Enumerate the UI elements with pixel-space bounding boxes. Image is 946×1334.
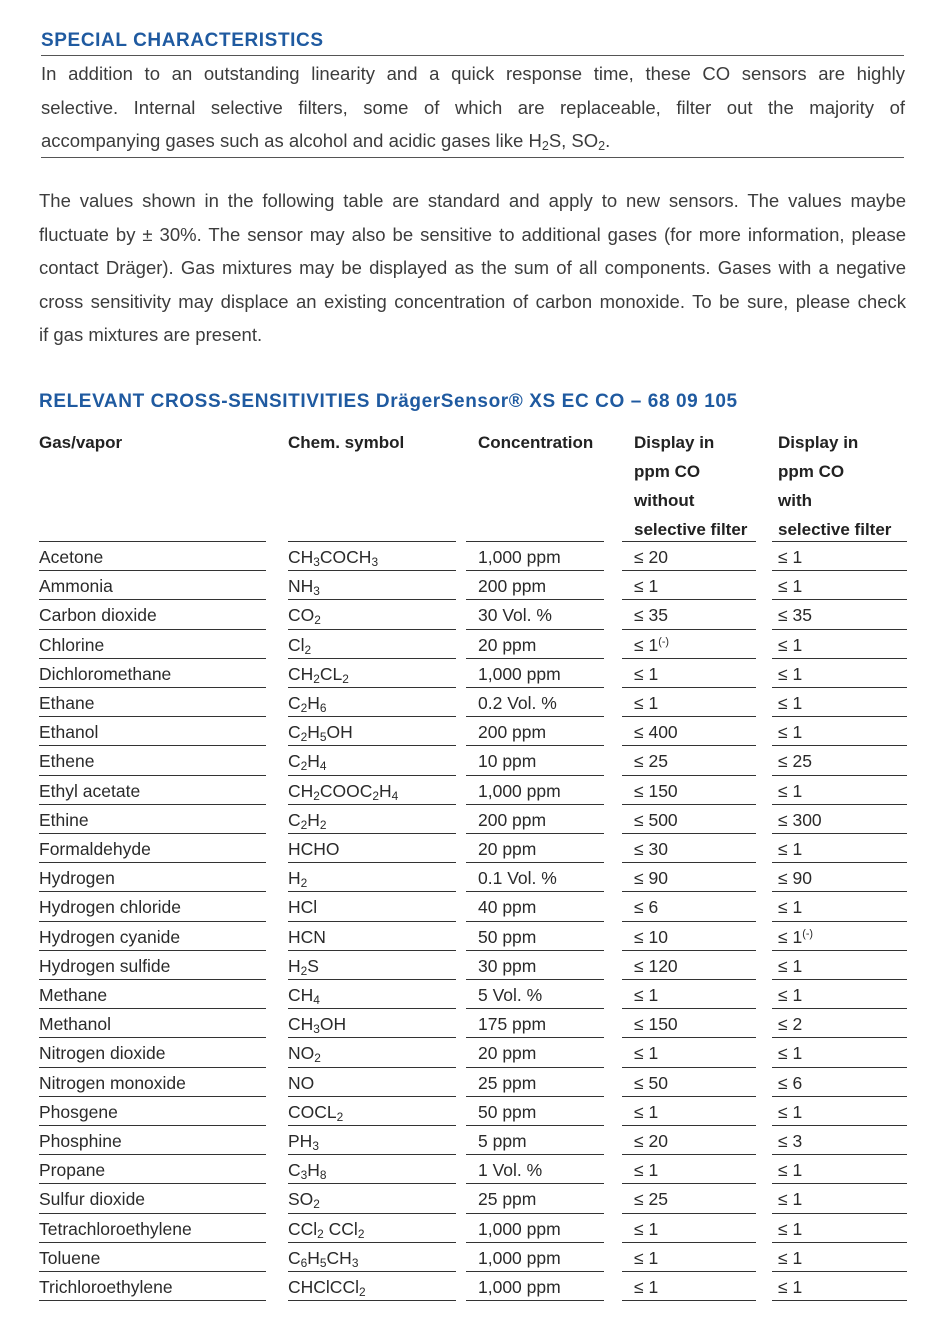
cell-concentration: 30 Vol. % <box>478 605 552 626</box>
row-divider <box>466 862 604 863</box>
row-divider <box>622 1067 756 1068</box>
row-divider <box>288 891 456 892</box>
cell-gas: Nitrogen dioxide <box>39 1043 166 1064</box>
paragraph-divider <box>41 157 904 158</box>
row-divider <box>622 687 756 688</box>
cell-concentration: 1,000 ppm <box>478 663 561 684</box>
row-divider <box>39 1242 266 1243</box>
cell-without: ≤ 150 <box>634 780 678 801</box>
row-divider <box>772 1008 907 1009</box>
cell-without: ≤ 35 <box>634 605 668 626</box>
cell-gas: Ethine <box>39 809 89 830</box>
cell-with: ≤ 1 <box>778 1277 803 1297</box>
row-divider <box>772 804 907 805</box>
row-divider <box>772 1300 907 1301</box>
row-divider <box>39 775 266 776</box>
row-divider <box>622 1037 756 1038</box>
row-divider <box>622 1096 756 1097</box>
cell-with: ≤ 35 <box>778 605 812 626</box>
row-divider <box>39 804 266 805</box>
cell-without: ≤ 1 <box>634 576 659 597</box>
cell-symbol: $Cl_2$ <box>288 634 312 657</box>
header-line: selective filter <box>778 520 892 539</box>
cell-without: ≤ 1 <box>634 1043 659 1064</box>
row-divider <box>772 862 907 863</box>
row-divider <box>466 1154 604 1155</box>
row-divider <box>772 1271 907 1272</box>
row-divider <box>772 716 907 717</box>
row-divider <box>466 716 604 717</box>
row-divider <box>772 1213 907 1214</box>
cell-without: ≤ 1 <box>634 1101 659 1122</box>
row-divider <box>288 1242 456 1243</box>
cell-symbol: $C_6H_5CH_3$ <box>288 1247 359 1270</box>
paragraph-line: fluctuate by ± 30%. The sensor may also be sensitive to additional gases (for more information, please <box>39 223 906 245</box>
cell-without: ≤ 1 <box>634 1218 659 1239</box>
header-line: without <box>634 491 695 510</box>
cell-symbol: $H_2$ <box>288 868 308 891</box>
cell-with: ≤ 1 <box>778 985 803 1005</box>
row-divider <box>39 891 266 892</box>
cell-symbol: $PH_3$ <box>288 1131 319 1153</box>
special-characteristics-heading: SPECIAL CHARACTERISTICS <box>41 30 324 51</box>
cell-without: ≤ 20 <box>634 1131 668 1151</box>
paragraph-line: if gas mixtures are present. <box>39 324 263 346</box>
cell-gas: Trichloroethylene <box>39 1277 173 1297</box>
row-divider <box>466 1242 604 1243</box>
cell-without: ≤ 6 <box>634 897 659 918</box>
cell-with: ≤ 1 <box>778 780 803 801</box>
row-divider <box>39 1067 266 1068</box>
cell-with: ≤ 1 <box>778 1189 803 1210</box>
row-divider <box>772 979 907 980</box>
row-divider <box>288 1154 456 1155</box>
row-divider <box>288 833 456 834</box>
cell-gas: Chlorine <box>39 634 105 655</box>
row-divider <box>466 979 604 980</box>
row-divider <box>772 1125 907 1126</box>
cell-symbol: $CH_2CL_2$ <box>288 663 349 686</box>
cell-symbol: $CH_3OH$ <box>288 1014 347 1037</box>
cell-gas: Methanol <box>39 1014 111 1035</box>
header-line: Display in <box>778 433 859 452</box>
table-note-paragraph <box>39 184 906 352</box>
header-underline <box>772 541 907 542</box>
cell-with: ≤ 1 <box>778 1247 803 1268</box>
row-divider <box>772 687 907 688</box>
cell-with: ≤ 300 <box>778 809 822 830</box>
row-divider <box>466 570 604 571</box>
row-divider <box>39 1213 266 1214</box>
cell-gas: Phosgene <box>39 1101 118 1122</box>
row-divider <box>39 921 266 922</box>
cell-concentration: 50 ppm <box>478 926 537 947</box>
cell-concentration: 0.2 Vol. % <box>478 693 557 713</box>
header-underline <box>466 541 604 542</box>
cell-concentration: 20 ppm <box>478 1043 537 1064</box>
row-divider <box>39 1008 266 1009</box>
header-gas: Gas/vapor <box>39 433 123 452</box>
row-divider <box>39 658 266 659</box>
row-divider <box>466 599 604 600</box>
row-divider <box>622 1300 756 1301</box>
row-divider <box>39 1096 266 1097</box>
cell-symbol: HCl <box>288 897 318 918</box>
cell-without: ≤ 90 <box>634 868 668 889</box>
cell-concentration: 175 ppm <box>478 1014 547 1035</box>
row-divider <box>288 1096 456 1097</box>
cell-without: ≤ 400 <box>634 722 678 743</box>
row-divider <box>622 950 756 951</box>
header-line: selective filter <box>634 520 748 539</box>
row-divider <box>288 979 456 980</box>
cell-symbol: $CH_2COOC_2H_4$ <box>288 780 399 803</box>
row-divider <box>622 1242 756 1243</box>
row-divider <box>288 1125 456 1126</box>
cell-symbol: $C_2H_6$ <box>288 693 327 715</box>
row-divider <box>772 833 907 834</box>
paragraph-line: contact Dräger). Gas mixtures may be displayed as the sum of all components. Gases with a negative <box>39 257 906 279</box>
row-divider <box>39 1300 266 1301</box>
row-divider <box>772 921 907 922</box>
cell-symbol: $COCL_2$ <box>288 1101 344 1124</box>
header-line: with <box>778 491 812 510</box>
cell-concentration: 5 ppm <box>478 1131 527 1151</box>
cell-concentration: 1,000 ppm <box>478 780 561 801</box>
row-divider <box>466 1213 604 1214</box>
row-divider <box>772 775 907 776</box>
cell-gas: Ethyl acetate <box>39 780 141 801</box>
cell-without: ≤ 1 <box>634 1247 659 1268</box>
cell-without: ≤ 1 <box>634 985 659 1005</box>
cell-with: ≤ 1 <box>778 1160 803 1181</box>
row-divider <box>288 1008 456 1009</box>
cell-concentration: 1,000 ppm <box>478 1277 561 1297</box>
row-divider <box>288 862 456 863</box>
cell-gas: Sulfur dioxide <box>39 1189 146 1210</box>
row-divider <box>288 804 456 805</box>
row-divider <box>622 1213 756 1214</box>
row-divider <box>466 1096 604 1097</box>
row-divider <box>772 1067 907 1068</box>
row-divider <box>39 629 266 630</box>
header-line: ppm CO <box>634 462 701 481</box>
row-divider <box>466 833 604 834</box>
cell-concentration: 20 ppm <box>478 634 537 655</box>
row-divider <box>466 687 604 688</box>
paragraph-line: The values shown in the following table are standard and apply to new sensors. The values maybe <box>39 190 906 211</box>
row-divider <box>622 570 756 571</box>
header-display-without-filter <box>634 428 747 544</box>
cell-without: ≤ 20 <box>634 547 668 567</box>
cell-concentration: 200 ppm <box>478 809 547 830</box>
cell-without: ≤ 10 <box>634 926 668 947</box>
cell-with: ≤ 1 <box>778 547 803 567</box>
cell-gas: Ethane <box>39 693 95 713</box>
table-title: RELEVANT CROSS-SENSITIVITIES DrägerSensor® XS EC CO – 68 09 105 <box>39 391 738 412</box>
cell-concentration: 1 Vol. % <box>478 1160 543 1181</box>
row-divider <box>772 1096 907 1097</box>
row-divider <box>39 1125 266 1126</box>
cell-symbol: $CH_4$ <box>288 985 320 1007</box>
row-divider <box>466 891 604 892</box>
cell-symbol: $NH_3$ <box>288 576 320 599</box>
cell-symbol: $CO_2$ <box>288 605 321 628</box>
row-divider <box>288 658 456 659</box>
row-divider <box>288 775 456 776</box>
cell-with: ≤ 1 <box>778 897 803 918</box>
cell-with: ≤ 1 <box>778 839 803 859</box>
cell-concentration: 10 ppm <box>478 751 537 772</box>
cell-without: ≤ 1 <box>634 663 659 684</box>
cell-gas: Ethanol <box>39 722 99 743</box>
paragraph-line: cross sensitivity may displace an existing concentration of carbon monoxide. To be sure, please check <box>39 290 906 312</box>
row-divider <box>288 687 456 688</box>
row-divider <box>772 1037 907 1038</box>
cell-concentration: 20 ppm <box>478 839 537 859</box>
row-divider <box>772 658 907 659</box>
row-divider <box>466 950 604 951</box>
row-divider <box>622 921 756 922</box>
row-divider <box>288 950 456 951</box>
row-divider <box>466 629 604 630</box>
cell-with: ≤ 1 <box>778 634 803 655</box>
cell-gas: Hydrogen chloride <box>39 897 182 918</box>
row-divider <box>772 629 907 630</box>
cell-without: ≤ 25 <box>634 751 668 772</box>
cell-concentration: 50 ppm <box>478 1101 537 1122</box>
cell-symbol: $C_2H_4$ <box>288 751 327 774</box>
cell-symbol: $H_2S$ <box>288 955 319 978</box>
cell-gas: Ammonia <box>39 576 113 597</box>
row-divider <box>288 921 456 922</box>
cell-with: ≤ 1 <box>778 955 803 976</box>
row-divider <box>772 950 907 951</box>
cell-concentration: 1,000 ppm <box>478 1247 561 1268</box>
row-divider <box>288 1183 456 1184</box>
paragraph-line: accompanying gases such as alcohol and acidic gases like $H_2S$, $SO_2$. <box>41 130 611 154</box>
row-divider <box>466 1271 604 1272</box>
cell-concentration: 200 ppm <box>478 722 547 743</box>
cell-symbol: $SO_2$ <box>288 1189 320 1212</box>
row-divider <box>622 629 756 630</box>
header-underline <box>622 541 756 542</box>
cell-without: ≤ 50 <box>634 1072 668 1093</box>
header-symbol: Chem. symbol <box>288 433 405 452</box>
row-divider <box>622 716 756 717</box>
cell-without: ≤ 1 <box>634 693 659 713</box>
row-divider <box>288 716 456 717</box>
cell-with: ≤ 1(-) <box>778 926 814 947</box>
cell-symbol: $NO_2$ <box>288 1043 321 1066</box>
row-divider <box>622 804 756 805</box>
row-divider <box>772 891 907 892</box>
row-divider <box>622 1154 756 1155</box>
cell-concentration: 25 ppm <box>478 1072 537 1093</box>
cell-gas: Nitrogen monoxide <box>39 1072 186 1093</box>
cell-with: ≤ 1 <box>778 1218 803 1239</box>
cell-gas: Propane <box>39 1160 106 1181</box>
cell-without: ≤ 150 <box>634 1014 678 1035</box>
row-divider <box>622 1008 756 1009</box>
row-divider <box>39 862 266 863</box>
row-divider <box>288 1271 456 1272</box>
cell-concentration: 40 ppm <box>478 897 537 918</box>
cell-concentration: 25 ppm <box>478 1189 537 1210</box>
cell-concentration: 1,000 ppm <box>478 547 561 567</box>
cell-symbol: $CH_3COCH_3$ <box>288 547 379 569</box>
cell-symbol: $C_2H_2$ <box>288 809 327 832</box>
row-divider <box>288 745 456 746</box>
cell-with: ≤ 1 <box>778 663 803 684</box>
cell-symbol: CCl$_2$ CCl$_2$ <box>288 1218 365 1241</box>
row-divider <box>622 599 756 600</box>
row-divider <box>622 891 756 892</box>
row-divider <box>39 1154 266 1155</box>
cell-symbol: HCHO <box>288 839 340 859</box>
cell-symbol: $C_3H_8$ <box>288 1160 327 1183</box>
cell-gas: Dichloromethane <box>39 663 172 684</box>
header-display-with-filter <box>778 428 891 544</box>
cell-without: ≤ 120 <box>634 955 678 976</box>
row-divider <box>622 658 756 659</box>
cell-gas: Carbon dioxide <box>39 605 157 626</box>
cell-with: ≤ 1 <box>778 576 803 597</box>
row-divider <box>772 599 907 600</box>
row-divider <box>288 1300 456 1301</box>
row-divider <box>288 570 456 571</box>
special-characteristics-paragraph <box>41 57 905 158</box>
cell-concentration: 1,000 ppm <box>478 1218 561 1239</box>
heading-divider <box>41 55 904 56</box>
row-divider <box>772 570 907 571</box>
row-divider <box>622 1183 756 1184</box>
row-divider <box>772 745 907 746</box>
cell-without: ≤ 500 <box>634 809 678 830</box>
cell-symbol: HCN <box>288 926 326 947</box>
cell-without: ≤ 1 <box>634 1277 659 1297</box>
row-divider <box>288 629 456 630</box>
row-divider <box>288 1213 456 1214</box>
cell-concentration: 0.1 Vol. % <box>478 868 557 889</box>
row-divider <box>39 950 266 951</box>
row-divider <box>622 1271 756 1272</box>
cell-with: ≤ 25 <box>778 751 812 772</box>
row-divider <box>288 599 456 600</box>
header-concentration: Concentration <box>478 433 594 452</box>
row-divider <box>466 1300 604 1301</box>
cell-gas: Hydrogen sulfide <box>39 955 171 976</box>
cell-gas: Acetone <box>39 547 104 567</box>
cell-gas: Hydrogen <box>39 868 115 889</box>
row-divider <box>466 745 604 746</box>
paragraph-line: In addition to an outstanding linearity and a quick response time, these CO sensors are highly <box>41 63 905 84</box>
row-divider <box>772 1183 907 1184</box>
row-divider <box>39 1183 266 1184</box>
row-divider <box>622 1125 756 1126</box>
row-divider <box>39 833 266 834</box>
row-divider <box>622 979 756 980</box>
cell-without: ≤ 1(-) <box>634 634 670 655</box>
cell-without: ≤ 1 <box>634 1160 659 1181</box>
row-divider <box>772 1242 907 1243</box>
header-underline <box>39 541 266 542</box>
row-divider <box>466 658 604 659</box>
cell-gas: Hydrogen cyanide <box>39 926 181 947</box>
cell-symbol: NO <box>288 1072 315 1093</box>
cell-symbol: CHClCCl$_2$ <box>288 1277 366 1299</box>
cell-gas: Tetrachloroethylene <box>39 1218 192 1239</box>
row-divider <box>39 1037 266 1038</box>
row-divider <box>622 862 756 863</box>
row-divider <box>466 1008 604 1009</box>
cell-with: ≤ 1 <box>778 1043 803 1064</box>
row-divider <box>39 599 266 600</box>
cell-without: ≤ 25 <box>634 1189 668 1210</box>
header-underline <box>288 541 456 542</box>
row-divider <box>39 979 266 980</box>
row-divider <box>622 745 756 746</box>
cell-concentration: 200 ppm <box>478 576 547 597</box>
cell-gas: Methane <box>39 985 108 1005</box>
row-divider <box>466 921 604 922</box>
cell-concentration: 30 ppm <box>478 955 537 976</box>
row-divider <box>772 1154 907 1155</box>
cell-with: ≤ 1 <box>778 722 803 743</box>
row-divider <box>466 1037 604 1038</box>
cell-with: ≤ 1 <box>778 693 803 713</box>
row-divider <box>622 833 756 834</box>
row-divider <box>466 1125 604 1126</box>
row-divider <box>622 775 756 776</box>
cell-with: ≤ 3 <box>778 1131 803 1151</box>
cell-with: ≤ 2 <box>778 1014 803 1035</box>
row-divider <box>466 1183 604 1184</box>
paragraph-line: selective. Internal selective filters, some of which are replaceable, filter out the majority of <box>41 96 905 118</box>
row-divider <box>39 570 266 571</box>
row-divider <box>466 775 604 776</box>
header-line: ppm CO <box>778 462 845 481</box>
cell-with: ≤ 6 <box>778 1072 803 1093</box>
row-divider <box>466 804 604 805</box>
cell-with: ≤ 90 <box>778 868 812 889</box>
cell-concentration: 5 Vol. % <box>478 985 543 1005</box>
cell-symbol: $C_2H_5OH$ <box>288 722 353 745</box>
cell-gas: Formaldehyde <box>39 839 151 859</box>
cell-gas: Toluene <box>39 1247 101 1268</box>
row-divider <box>39 687 266 688</box>
row-divider <box>288 1067 456 1068</box>
row-divider <box>39 716 266 717</box>
row-divider <box>39 1271 266 1272</box>
cell-without: ≤ 30 <box>634 839 668 859</box>
header-line: Display in <box>634 433 715 452</box>
row-divider <box>288 1037 456 1038</box>
cell-gas: Phosphine <box>39 1131 122 1151</box>
row-divider <box>466 1067 604 1068</box>
cell-with: ≤ 1 <box>778 1101 803 1122</box>
cell-gas: Ethene <box>39 751 95 772</box>
row-divider <box>39 745 266 746</box>
